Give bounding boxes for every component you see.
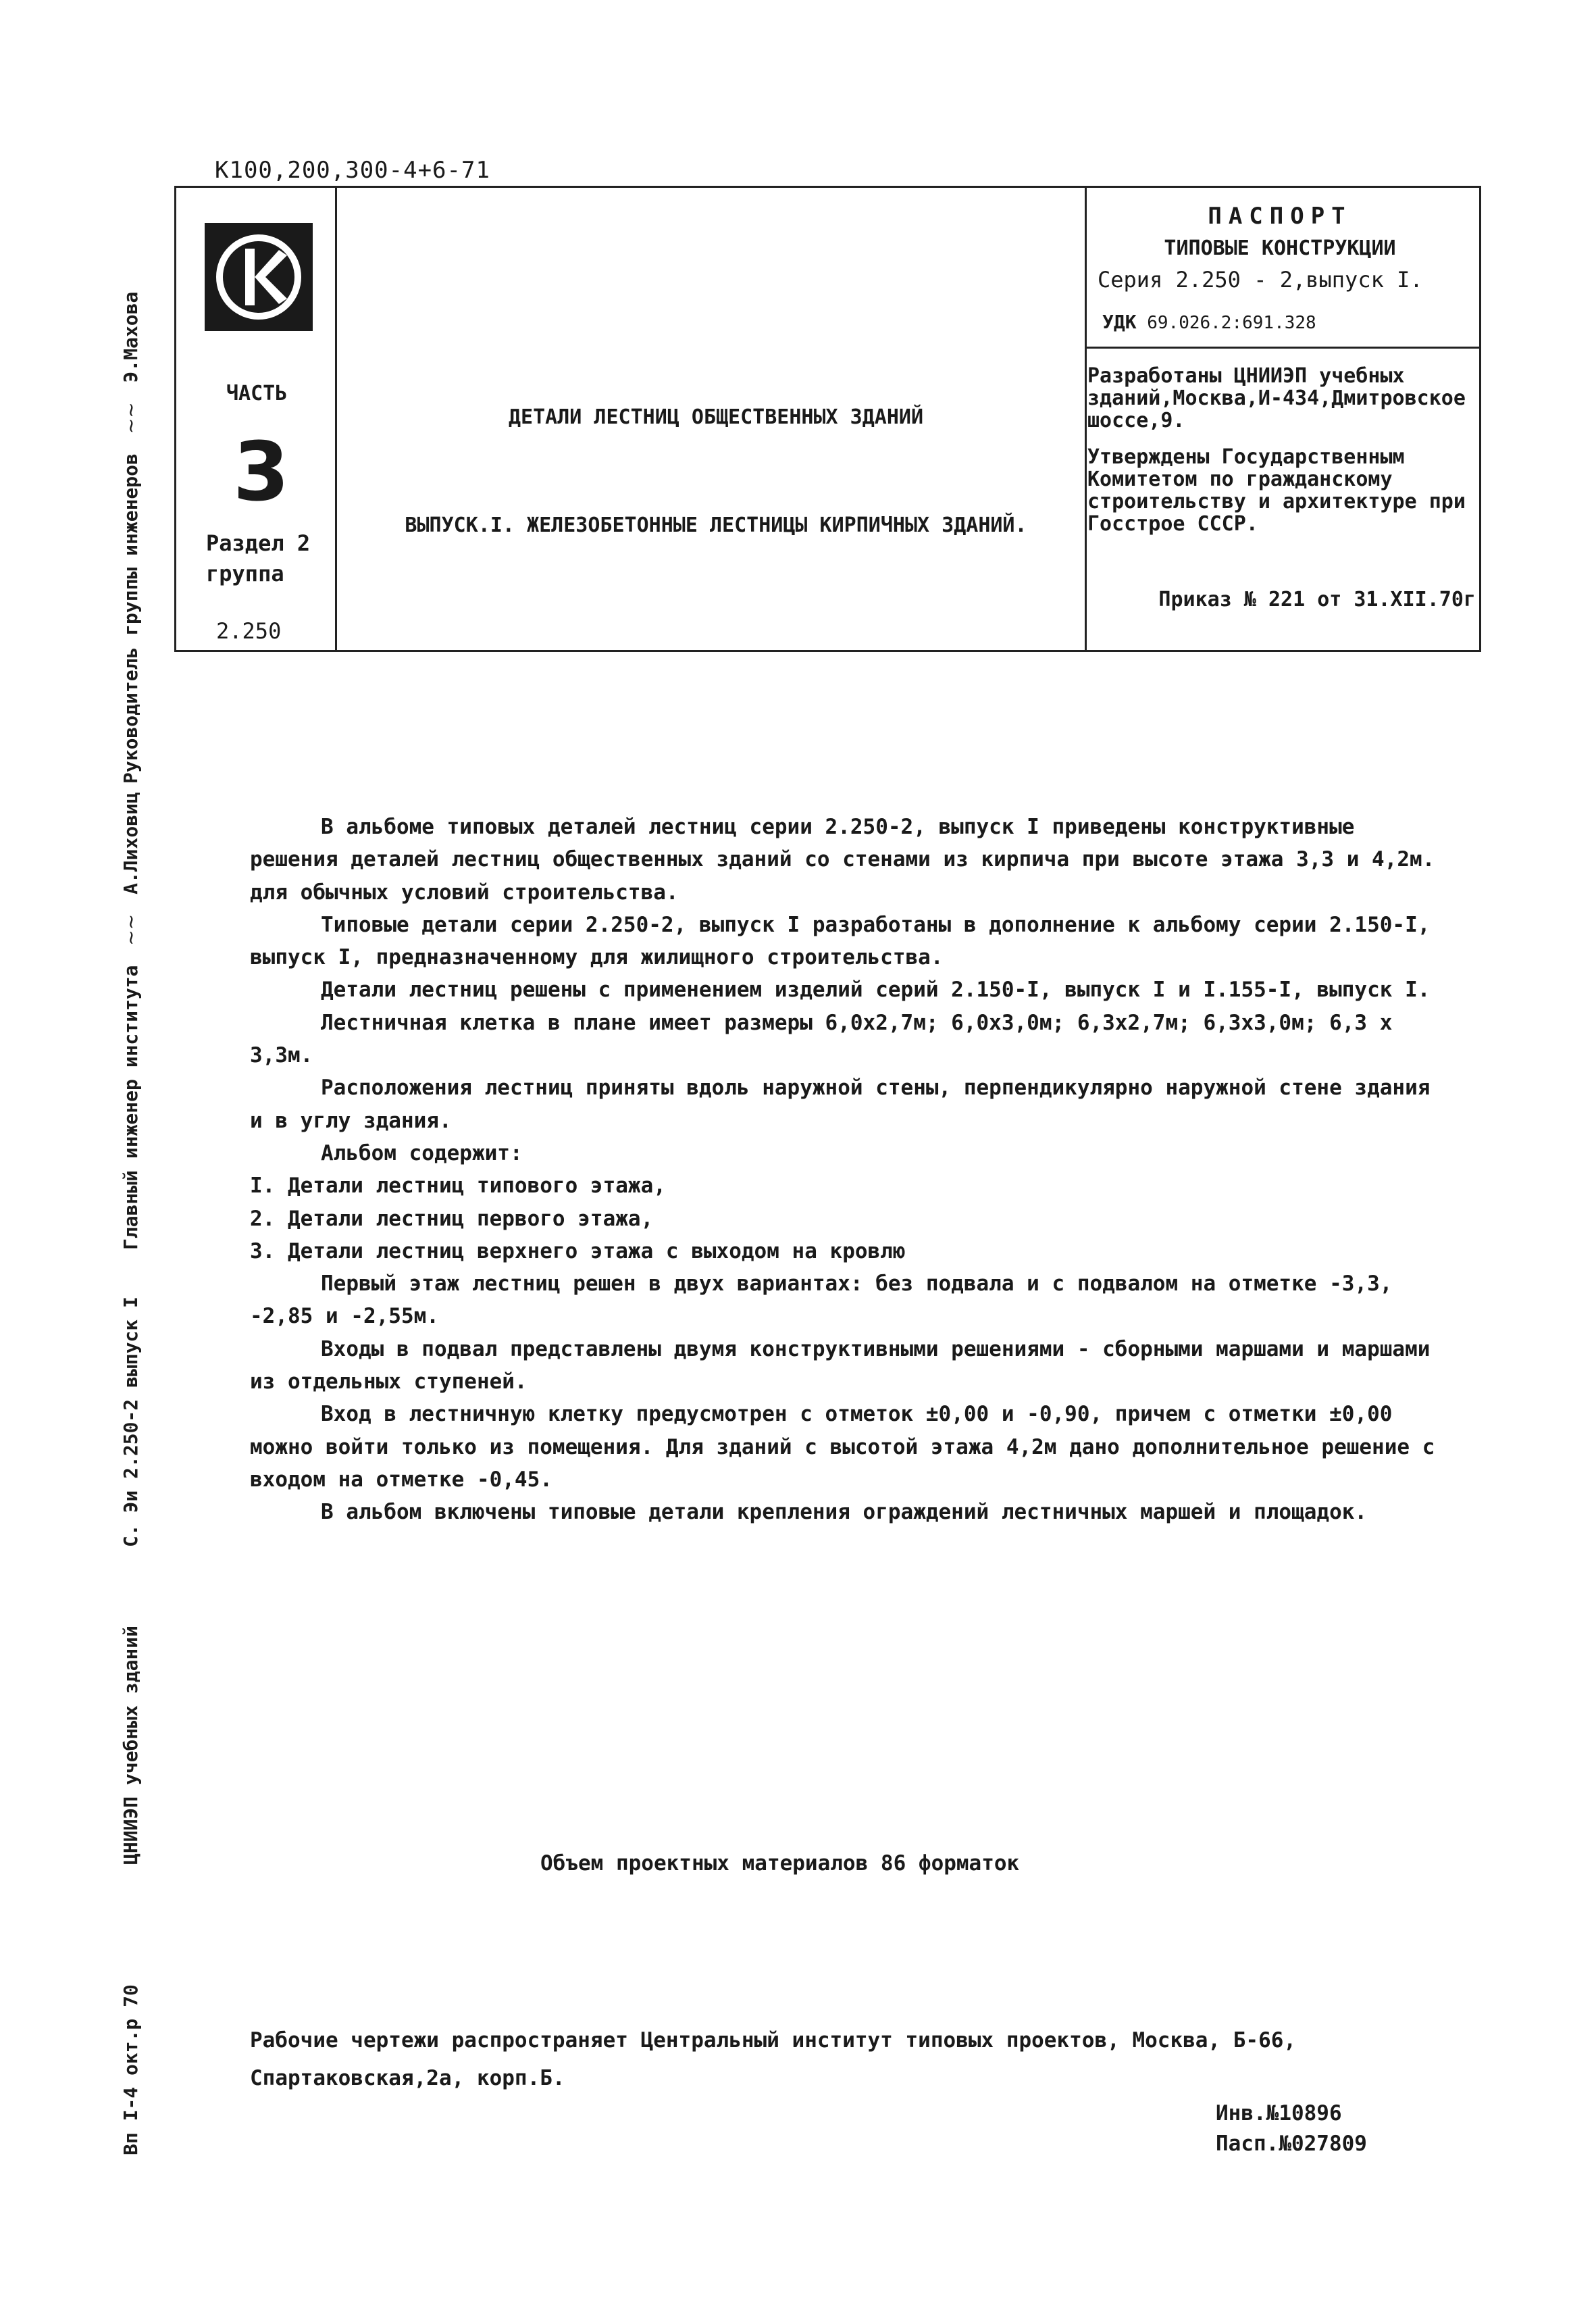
paragraph: Типовые детали серии 2.250-2, выпуск I разработаны в дополнение к альбому серии 2.150-I, выпуск I, предназначенному для жилищного строительства. [250,912,1431,970]
passport-title: ПАСПОРТ [1208,203,1352,230]
signature-mark: ~~ [120,913,142,946]
order-number: Приказ № 221 от 31.XII.70г [1158,588,1476,611]
part-number: 3 [233,426,290,520]
series-vertical: С. Эи 2.250-2 выпуск I [120,1297,142,1547]
paragraph: Лестничная клетка в плане имеет размеры 6,0х2,7м; 6,0х3,0м; 6,3х2,7м; 6,3х3,0м; 6,3 х 3,3м. [250,1010,1393,1068]
chief-engineer-role: Главный инженер института [120,965,142,1250]
paragraph: Вход в лестничную клетку предусмотрен с отметок ±0,00 и -0,90, причем с отметки ±0,00 можно войти только из помещения. Для зданий с высотой этажа 4,2м дано дополнительное решение с входом на отметке -0,45. [250,1402,1435,1492]
document-subtitle: ВЫПУСК.I. ЖЕЛЕЗОБЕТОННЫЕ ЛЕСТНИЦЫ КИРПИЧНЫХ ЗДАНИЙ. [405,513,1027,537]
part-label: ЧАСТЬ [226,382,288,405]
list-item: 2. Детали лестниц первого этажа, [250,1206,654,1231]
approved-by: Утверждены Государственным Комитетом по гражданскому строительству и архитектуре при Госстрое СССР. [1087,445,1466,536]
paragraph: Входы в подвал представлены двумя конструктивными решениями - сборными маршами и маршами из отдельных ступеней. [250,1336,1431,1394]
volume-note: Объем проектных материалов 86 форматок [540,1851,1020,1876]
passport-number: Пасп.№027809 [1216,2132,1367,2156]
ck-logo-icon [205,223,313,331]
group-label: группа [206,561,284,586]
document-code: К100,200,300-4+6-71 [215,157,490,184]
typical-constructions: ТИПОВЫЕ КОНСТРУКЦИИ [1164,236,1396,260]
inventory-vertical: Вп I-4 окт.р 70 [120,1984,142,2155]
body-text [250,811,1439,1529]
udk-line [1102,311,1316,333]
paragraph: В альбоме типовых деталей лестниц серии 2.250-2, выпуск I приведены конструктивные решения деталей лестниц общественных зданий со стенами из кирпича при высоте этажа 3,3 и 4,2м. для обычных условий строительства. [250,815,1435,905]
paragraph: В альбом включены типовые детали крепления ограждений лестничных маршей и площадок. [321,1500,1368,1525]
institute-vertical: ЦНИИЭП учебных зданий [120,1625,142,1865]
section-label: Раздел 2 [206,530,311,556]
distribution-note: Рабочие чертежи распространяет Центральный институт типовых проектов, Москва, Б-66, Спартаковская,2а, корп.Б. [250,2028,1297,2090]
udk-label: УДК [1102,311,1137,333]
paragraph: Расположения лестниц приняты вдоль наружной стены, перпендикулярно наружной стене здания и в углу здания. [250,1076,1431,1133]
paragraph: Детали лестниц решены с применением изделий серий 2.150-I, выпуск I и I.155-I, выпуск I. [321,978,1431,1003]
group-head-role: Руководитель группы инженеров [120,453,142,784]
chief-engineer-signature [120,792,142,1250]
paragraph: Первый этаж лестниц решен в двух вариантах: без подвала и с подвалом на отметке -3,3, -2,85 и -2,55м. [250,1272,1393,1329]
group-head-name: Э.Махова [120,291,142,383]
signature-mark: ~~ [120,402,142,434]
udk-value: 69.026.2:691.328 [1147,313,1316,333]
series-code: 2.250 [216,618,282,644]
inventory-number: Инв.№10896 [1216,2101,1342,2126]
list-item: I. Детали лестниц типового этажа, [250,1174,666,1199]
developed-by: Разработаны ЦНИИЭП учебных зданий,Москва,И-434,Дмитровское шоссе,9. [1087,364,1466,432]
list-item: 3. Детали лестниц верхнего этажа с выходом на кровлю [250,1238,906,1263]
chief-engineer-name: А.Лиховиц [120,792,142,895]
divider-passport [1085,347,1479,349]
series-line: Серия 2.250 - 2,выпуск I. [1098,267,1423,293]
group-head-signature [120,291,142,784]
paragraph: Альбом содержит: [321,1140,523,1165]
divider-left [335,188,337,650]
document-title: ДЕТАЛИ ЛЕСТНИЦ ОБЩЕСТВЕННЫХ ЗДАНИЙ [508,405,924,429]
